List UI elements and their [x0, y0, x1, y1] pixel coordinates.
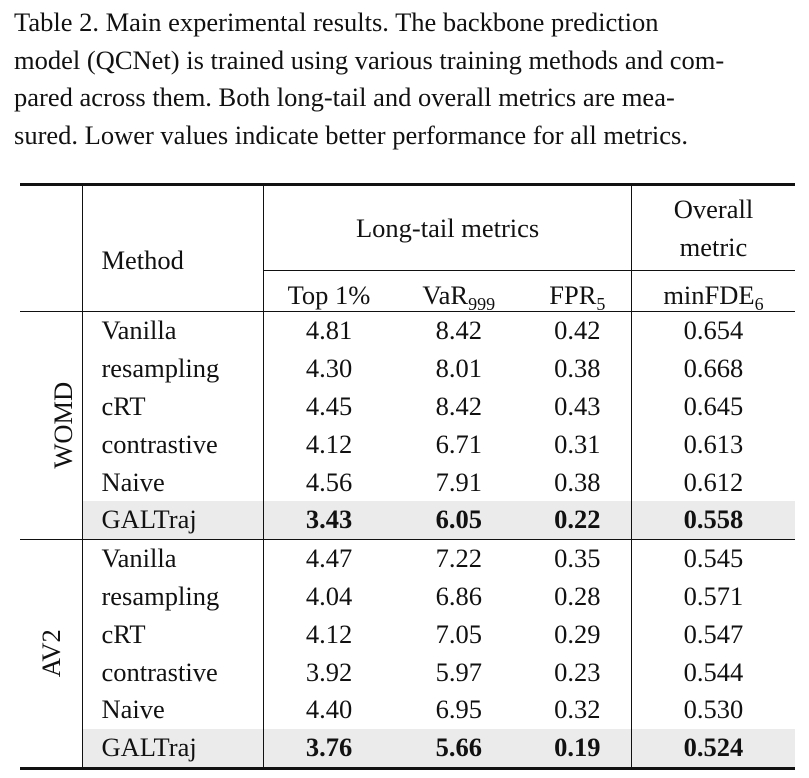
table-row: [20, 729, 795, 768]
cell-var: 6.86: [435, 580, 482, 611]
cell-minfde: 0.645: [631, 388, 795, 426]
cell-top1: 4.56: [264, 463, 394, 501]
cell-fpr: 0.38: [554, 353, 601, 384]
cell-fpr: 0.19: [524, 729, 632, 768]
col-header-minfde: minFDE$_6$: [631, 271, 795, 312]
cell-top1: 3.43: [264, 501, 394, 539]
cell-fpr: 0.38: [554, 466, 601, 497]
cell-method: contrastive: [83, 653, 264, 691]
table-row: [20, 425, 795, 463]
cell-fpr: 0.32: [554, 694, 601, 725]
cell-fpr: 0.43: [554, 390, 601, 421]
method-header: Method: [83, 185, 264, 312]
caption-line: Table 2. Main experimental results. The backbone prediction: [14, 7, 659, 37]
cell-var: 7.91: [435, 466, 482, 497]
cell-var: 6.95: [435, 694, 482, 725]
cell-fpr: 0.23: [554, 656, 601, 687]
cell-method: Naive: [83, 463, 264, 501]
cell-minfde: 0.524: [631, 729, 795, 768]
cell-fpr: 0.35: [524, 539, 632, 577]
cell-minfde: 0.654: [631, 312, 795, 350]
cell-fpr: 0.31: [554, 428, 601, 459]
group-label: WOMD: [48, 381, 79, 469]
table-row: [20, 653, 795, 691]
cell-minfde: 0.571: [631, 578, 795, 616]
table-row: [20, 350, 795, 388]
cell-top1: 4.12: [264, 425, 394, 463]
col-header-top1: Top 1%: [264, 271, 394, 312]
cell-var: 8.42: [394, 312, 524, 350]
cell-minfde: 0.544: [631, 653, 795, 691]
overall-header: [631, 185, 795, 271]
table-row: [20, 539, 795, 577]
cell-var: 7.05: [435, 618, 482, 649]
cell-top1: 4.30: [264, 350, 394, 388]
cell-minfde: 0.530: [631, 691, 795, 729]
cell-top1: 3.76: [264, 729, 394, 768]
cell-var: 6.05: [394, 501, 524, 539]
group-label-cell: [20, 539, 83, 768]
cell-fpr: 0.22: [524, 501, 632, 539]
longtail-header: Long-tail metrics: [264, 185, 632, 271]
cell-method: cRT: [83, 388, 264, 426]
table-row: [20, 388, 795, 426]
cell-top1: 4.12: [264, 615, 394, 653]
cell-fpr: 0.29: [554, 618, 601, 649]
cell-var: 6.71: [435, 428, 482, 459]
cell-method: contrastive: [83, 425, 264, 463]
caption-line: model (QCNet) is trained using various training methods and com-: [14, 44, 725, 75]
group-label: AV2: [35, 628, 66, 677]
cell-fpr: 0.42: [524, 312, 632, 350]
cell-top1: 3.92: [264, 653, 394, 691]
cell-top1: 4.04: [264, 578, 394, 616]
table-caption: [14, 4, 800, 154]
cell-fpr: 0.28: [554, 580, 601, 611]
overall-header-line1: Overall: [673, 194, 754, 224]
cell-var: 8.01: [435, 353, 482, 384]
group-header-blank: [20, 185, 83, 312]
cell-method: resampling: [83, 578, 264, 616]
table-row: [20, 615, 795, 653]
col-header-fpr: $FPR_5$: [524, 271, 632, 312]
cell-var: 5.97: [435, 656, 482, 687]
cell-top1: 4.81: [264, 312, 394, 350]
table-row: [20, 463, 795, 501]
table-row: [20, 578, 795, 616]
table-row: [20, 501, 795, 539]
cell-method: Naive: [83, 691, 264, 729]
overall-header-line2: metric: [679, 232, 748, 262]
cell-top1: 4.45: [264, 388, 394, 426]
table-row: [20, 691, 795, 729]
table-body: [20, 312, 795, 769]
caption-line: sured. Lower values indicate better performance for all metrics.: [14, 119, 688, 150]
cell-minfde: 0.547: [631, 615, 795, 653]
cell-method: resampling: [83, 350, 264, 388]
cell-minfde: 0.613: [631, 425, 795, 463]
cell-method: Vanilla: [83, 539, 264, 577]
cell-minfde: 0.612: [631, 463, 795, 501]
cell-minfde: 0.545: [631, 539, 795, 577]
group-label-cell: [20, 312, 83, 540]
cell-minfde: 0.558: [631, 501, 795, 539]
cell-top1: 4.47: [264, 539, 394, 577]
cell-method: GALTraj: [83, 729, 264, 768]
cell-var: 8.42: [435, 390, 482, 421]
cell-var: 5.66: [394, 729, 524, 768]
cell-method: Vanilla: [83, 312, 264, 350]
cell-method: cRT: [83, 615, 264, 653]
col-header-var: VaR$_{999}$: [394, 271, 524, 312]
cell-top1: 4.40: [264, 691, 394, 729]
results-table: [20, 183, 795, 770]
cell-var: 7.22: [394, 539, 524, 577]
table-row: [20, 312, 795, 350]
cell-minfde: 0.668: [631, 350, 795, 388]
caption-line: pared across them. Both long-tail and overall metrics are mea-: [14, 82, 675, 112]
cell-method: GALTraj: [83, 501, 264, 539]
